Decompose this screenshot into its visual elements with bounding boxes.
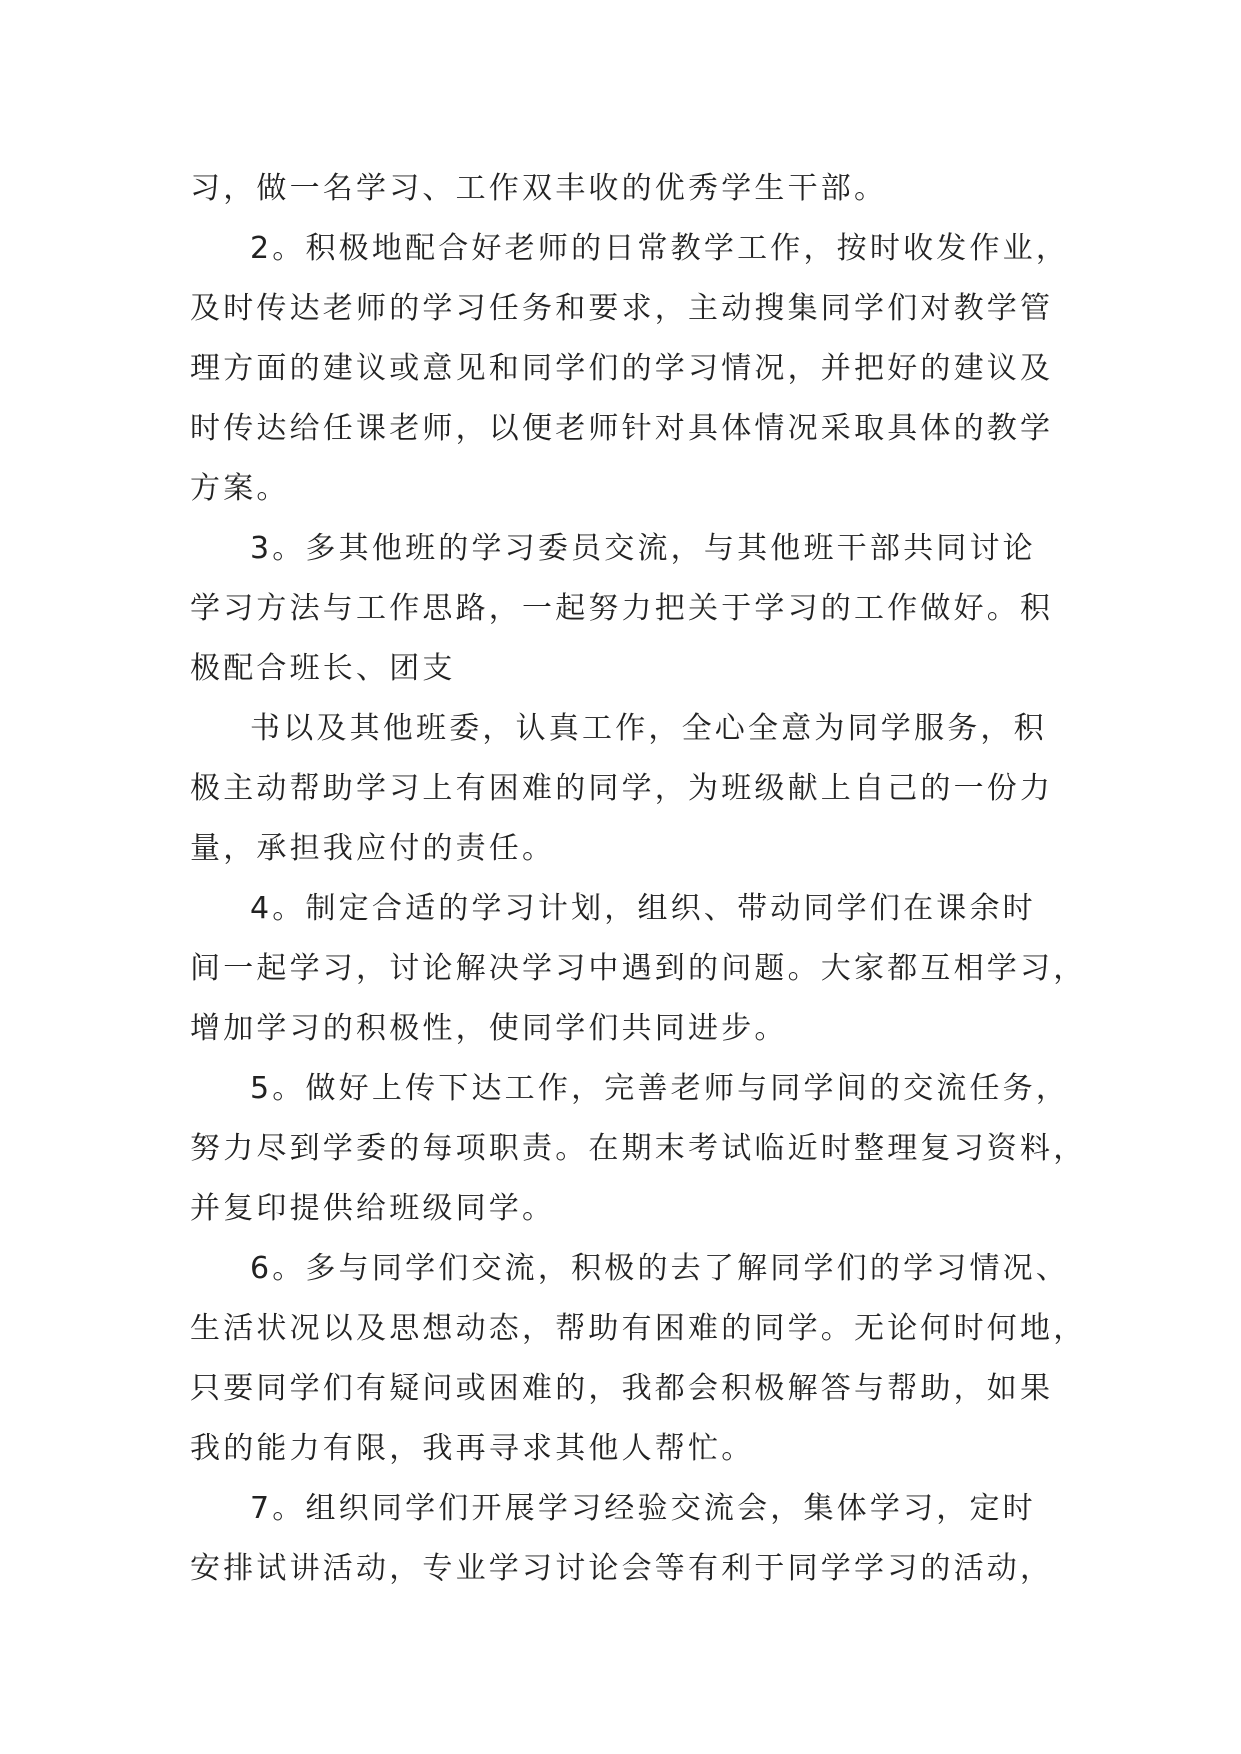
text-line: 6。多与同学们交流，积极的去了解同学们的学习情况、 <box>250 1251 1070 1286</box>
text-line: 极配合班长、团支 <box>190 651 456 686</box>
text-line: 极主动帮助学习上有困难的同学，为班级献上自己的一份力 <box>190 771 1054 806</box>
text-line: 方案。 <box>190 471 290 506</box>
text-line: 习，做一名学习、工作双丰收的优秀学生干部。 <box>190 171 888 206</box>
text-line: 增加学习的积极性，使同学们共同进步。 <box>190 1011 788 1046</box>
text-line: 只要同学们有疑问或困难的，我都会积极解答与帮助，如果 <box>190 1371 1054 1406</box>
text-line: 2。积极地配合好老师的日常教学工作，按时收发作业， <box>250 231 1070 266</box>
text-line: 量，承担我应付的责任。 <box>190 831 556 866</box>
text-line: 时传达给任课老师，以便老师针对具体情况采取具体的教学 <box>190 411 1054 446</box>
text-line: 4。制定合适的学习计划，组织、带动同学们在课余时 <box>250 891 1036 926</box>
text-line: 3。多其他班的学习委员交流，与其他班干部共同讨论 <box>250 531 1036 566</box>
text-line: 努力尽到学委的每项职责。在期末考试临近时整理复习资料， <box>190 1131 1087 1166</box>
text-line: 学习方法与工作思路，一起努力把关于学习的工作做好。积 <box>190 591 1054 626</box>
text-line: 间一起学习，讨论解决学习中遇到的问题。大家都互相学习， <box>190 951 1087 986</box>
text-line: 并复印提供给班级同学。 <box>190 1191 556 1226</box>
body-text <box>190 159 1087 1599</box>
text-line: 我的能力有限，我再寻求其他人帮忙。 <box>190 1431 755 1466</box>
text-line: 生活状况以及思想动态，帮助有困难的同学。无论何时何地， <box>190 1311 1087 1346</box>
text-line: 书以及其他班委，认真工作，全心全意为同学服务，积 <box>250 711 1047 746</box>
text-line: 及时传达老师的学习任务和要求，主动搜集同学们对教学管 <box>190 291 1054 326</box>
text-line: 5。做好上传下达工作，完善老师与同学间的交流任务， <box>250 1071 1070 1106</box>
text-line: 理方面的建议或意见和同学们的学习情况，并把好的建议及 <box>190 351 1054 386</box>
text-line: 7。组织同学们开展学习经验交流会，集体学习，定时 <box>250 1491 1036 1526</box>
text-line: 安排试讲活动，专业学习讨论会等有利于同学学习的活动， <box>190 1551 1054 1586</box>
